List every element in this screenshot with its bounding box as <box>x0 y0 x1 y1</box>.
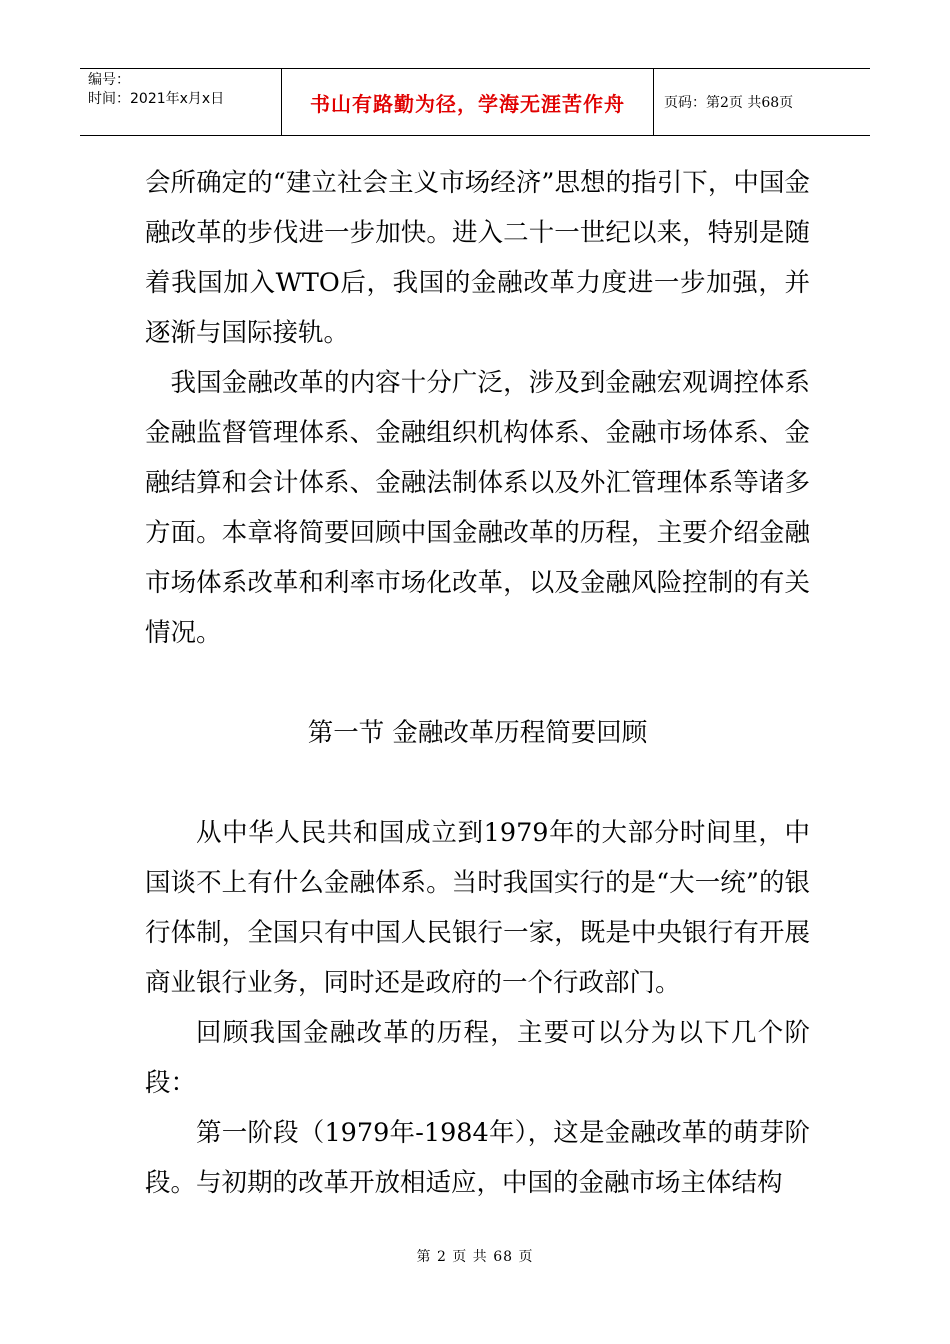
section-title: 第一节 金融改革历程简要回顾 <box>307 718 648 748</box>
header-meta <box>80 69 282 135</box>
page-footer: 第 2 页 共 68 页 <box>416 1249 534 1265</box>
header-motto: 书山有路勤为径，学海无涯苦作舟 <box>282 69 654 135</box>
paragraph: 第一阶段（1979年-1984年），这是金融改革的萌芽阶段。与初期的改革开放相适应，中国的金融市场主体结构 <box>145 1118 810 1198</box>
body-text-top <box>145 158 810 658</box>
paragraph: 回顾我国金融改革的历程，主要可以分为以下几个阶段： <box>145 1018 810 1098</box>
document-time-label: 时间：2021年x月x日 <box>88 91 225 107</box>
header-page-info: 页码：第2页 共68页 <box>664 95 794 111</box>
paragraph: 从中华人民共和国成立到1979年的大部分时间里，中国谈不上有什么金融体系。当时我国实行的是“大一统”的银行体制，全国只有中国人民银行一家，既是中央银行有开展商业银行业务，同时还是政府的一个行政部门。 <box>145 818 810 998</box>
paragraph: 会所确定的“建立社会主义市场经济”思想的指引下，中国金融改革的步伐进一步加快。进入二十一世纪以来，特别是随着我国加入WTO后，我国的金融改革力度进一步加强，并逐渐与国际接轨。 <box>145 168 810 348</box>
document-number-label: 编号： <box>88 72 130 88</box>
paragraph: 我国金融改革的内容十分广泛，涉及到金融宏观调控体系金融监督管理体系、金融组织机构体系、金融市场体系、金融结算和会计体系、金融法制体系以及外汇管理体系等诸多方面。本章将简要回顾中国金融改革的历程，主要介绍金融市场体系改革和利率市场化改革，以及金融风险控制的有关情况。 <box>145 368 810 648</box>
page-header <box>80 68 870 136</box>
body-text-bottom <box>145 808 810 1208</box>
